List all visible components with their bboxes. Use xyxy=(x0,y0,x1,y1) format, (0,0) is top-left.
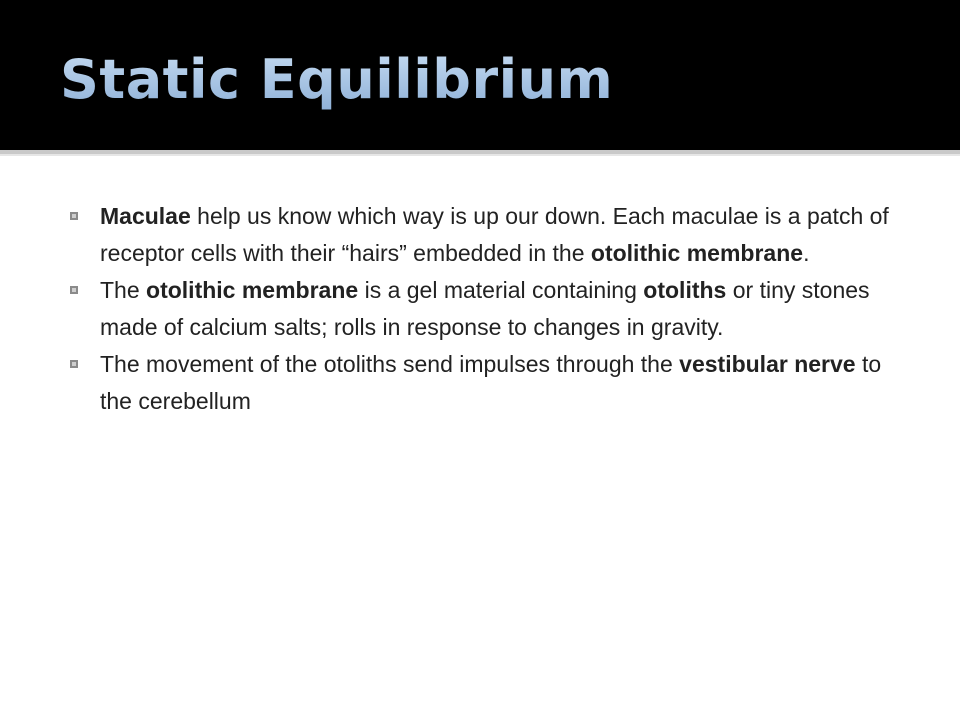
bullet-text-segment: vestibular nerve xyxy=(679,351,856,377)
bullet-text-segment: . xyxy=(803,240,810,266)
bullet-marker-icon xyxy=(70,360,78,368)
title-divider-shadow xyxy=(0,154,960,156)
title-bar xyxy=(0,0,960,150)
bullet-marker-icon xyxy=(70,286,78,294)
bullet-item-maculae xyxy=(60,198,890,272)
bullet-list xyxy=(60,198,890,420)
bullet-text-segment: or tiny stones made of calcium salts; rolls in response to changes in gravity. xyxy=(100,277,870,340)
bullet-text-segment: otolithic membrane xyxy=(146,277,359,303)
bullet-text-segment: Maculae xyxy=(100,203,191,229)
bullet-text-segment: help us know which way is up our down. Each maculae is a patch of receptor cells with their “hairs” embedded in the xyxy=(100,203,889,266)
bullet-item-vestibular-nerve xyxy=(60,346,890,420)
bullet-text-segment: otolithic membrane xyxy=(590,240,804,266)
bullet-item-otolithic-membrane xyxy=(60,272,890,346)
slide-title: Static Equilibrium xyxy=(60,48,614,111)
bullet-text-segment: is a gel material containing xyxy=(358,277,644,303)
bullet-marker-icon xyxy=(70,212,78,220)
bullet-text-segment: otoliths xyxy=(643,277,727,303)
bullet-text-segment: to the cerebellum xyxy=(100,351,882,414)
bullet-text-segment: The movement of the otoliths send impulses through the xyxy=(100,351,680,377)
bullet-text-segment: The xyxy=(100,277,147,303)
